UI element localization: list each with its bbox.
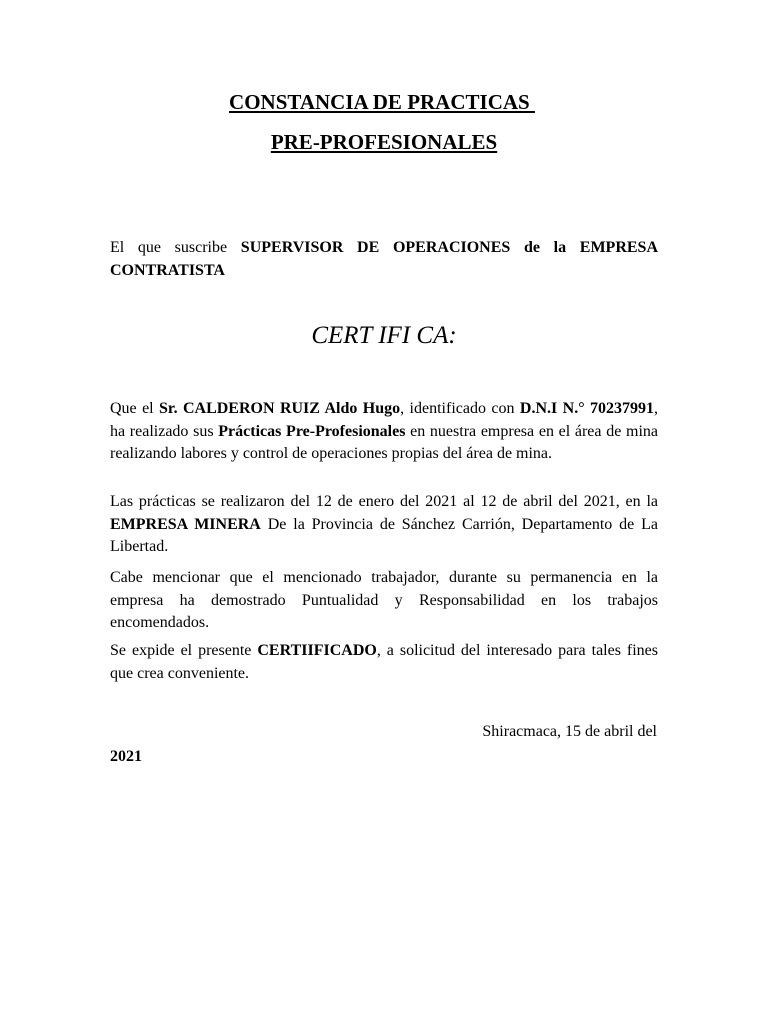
document-title-line-2: PRE-PROFESIONALES (270, 130, 498, 154)
p4-bold-certificado: CERTIIFICADO (257, 642, 377, 659)
document-title-line-1: CONSTANCIA DE PRACTICAS (229, 90, 535, 114)
place-date-line: Shiracmaca, 15 de abril del (482, 723, 657, 740)
p1-text-1: Que el (110, 400, 160, 417)
p1-bold-practicas: Prácticas Pre-Profesionales (218, 422, 406, 440)
p1-text-4: en nuestra empresa en el área de mina realizando labores y control de operaciones propias del área de mina. (110, 422, 659, 462)
paragraph-issuance (110, 640, 658, 685)
p4-text-2: , a solicitud del interesado para tales fines que crea conveniente. (110, 642, 659, 682)
p4-text-1: Se expide el presente (110, 642, 258, 659)
p2-bold-empresa: EMPRESA MINERA (110, 515, 261, 533)
intro-text: El que suscribe (110, 239, 241, 256)
intro-bold-position: SUPERVISOR DE OPERACIONES de la EMPRESA CONTRATISTA (110, 239, 659, 279)
p1-text-2: , identificado con (400, 400, 520, 417)
p1-bold-dni: D.N.I N.° 70237991 (519, 400, 655, 417)
paragraph-performance (110, 567, 658, 635)
paragraph-identification (110, 398, 658, 466)
date-year: 2021 (110, 748, 142, 765)
p1-bold-name: Sr. CALDERON RUIZ Aldo Hugo (159, 400, 401, 417)
p2-text-2: De la Provincia de Sánchez Carrión, Departamento de La Libertad. (110, 515, 659, 555)
paragraph-dates (110, 491, 658, 559)
intro-paragraph (110, 237, 658, 282)
certifica-heading: CERT IFI CA: (311, 322, 457, 349)
p3-text-1: Cabe mencionar que el mencionado trabajador, durante su permanencia en la empresa ha demostrado Puntualidad y Responsabilidad en los trabajos encomendados. (110, 569, 658, 631)
p2-text-1: Las prácticas se realizaron del 12 de enero del 2021 al 12 de abril del 2021, en la (110, 493, 658, 510)
p1-text-3: , ha realizado sus (110, 400, 659, 440)
